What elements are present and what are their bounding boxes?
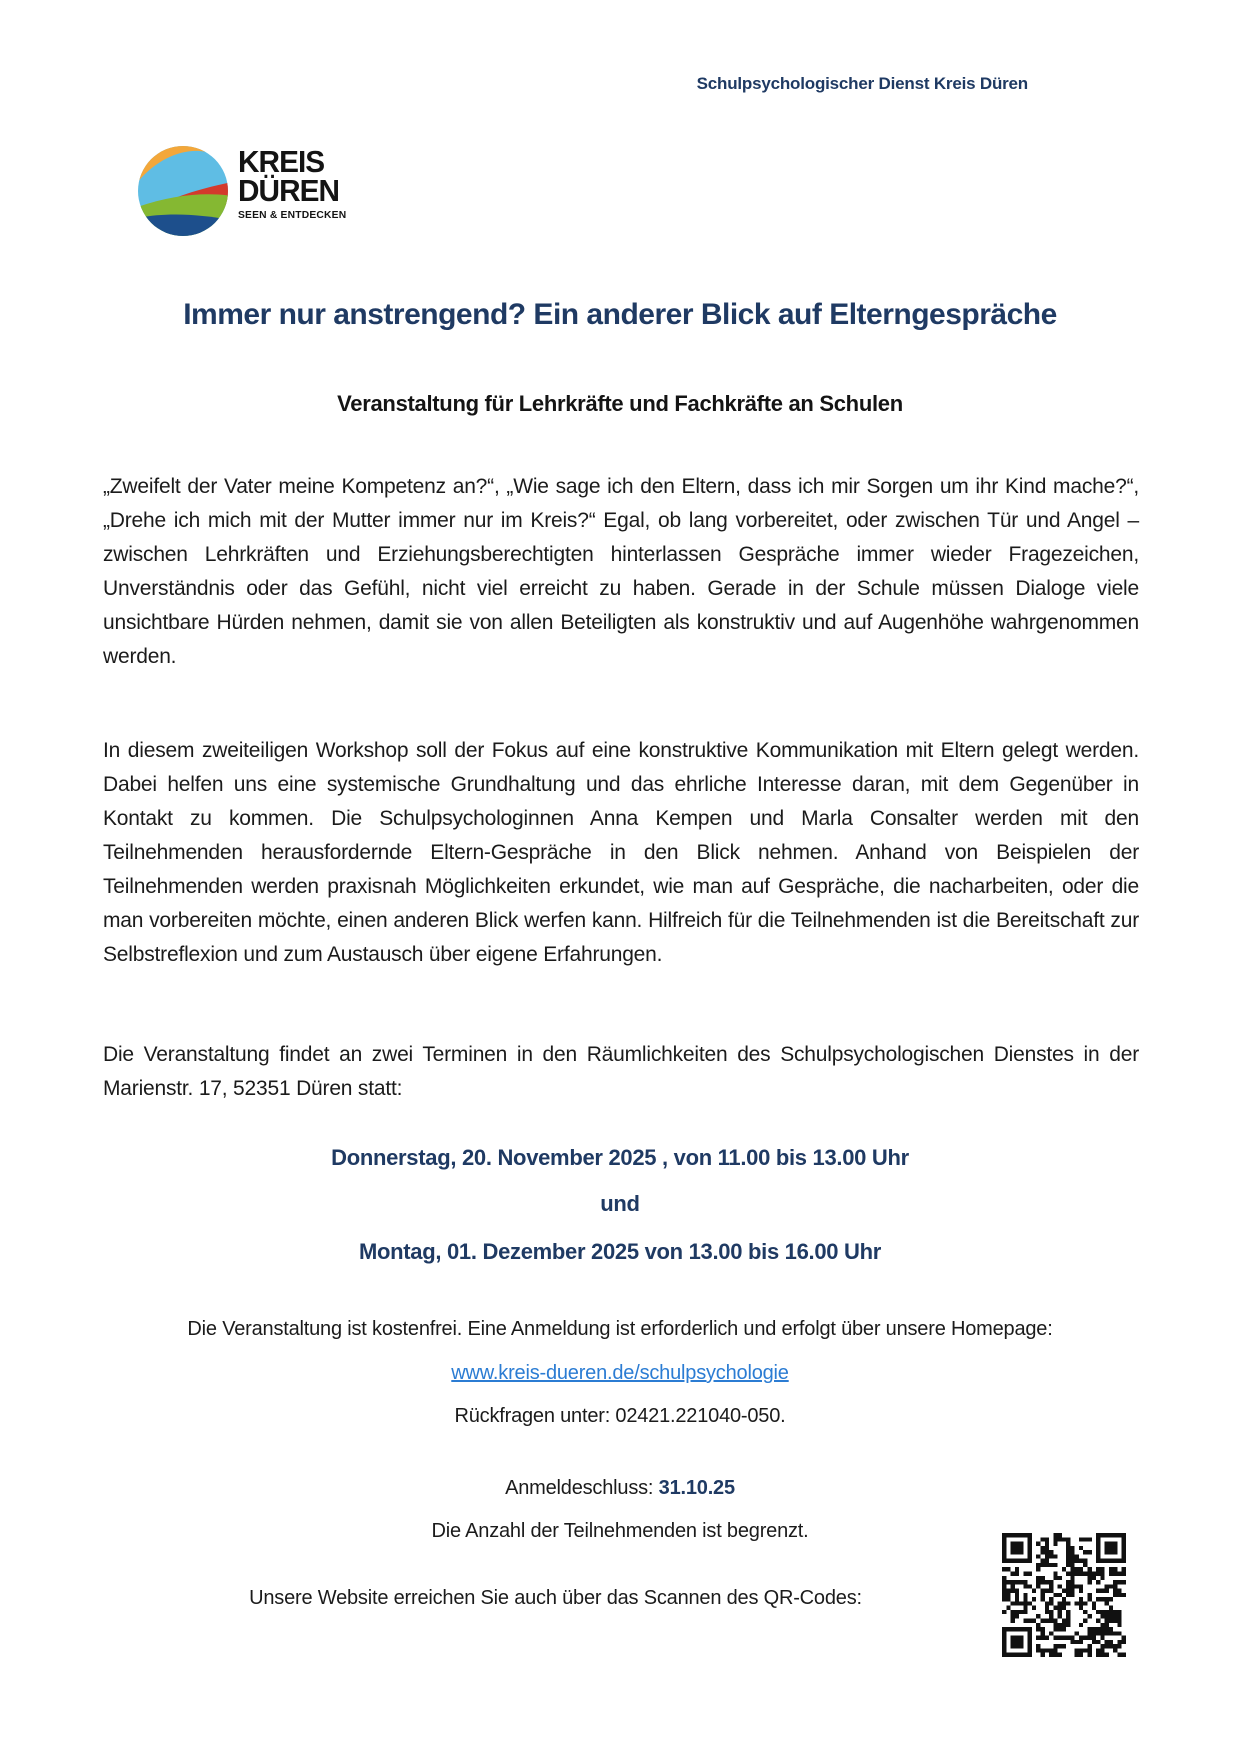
homepage-link[interactable]: www.kreis-dueren.de/schulpsychologie: [451, 1362, 789, 1384]
logo-line-kreis: KREIS: [238, 144, 325, 179]
paragraph-intro: „Zweifelt der Vater meine Kompetenz an?“, „Wie sage ich den Eltern, dass ich mir Sorgen um ihr Kind mache?“, „Drehe ich mich mit der Mutter immer nur im Kreis?“ Egal, ob lang vorbereitet, oder zwischen Tür und Angel – zwischen Lehrkräften und Erziehungsberechtigten hinterlassen Gespräche immer wieder Fragezeichen, Unverständnis oder das Gefühl, nicht viel erreicht zu haben. Gerade in der Schule müssen Dialoge viele unsichtbare Hürden nehmen, damit sie von allen Beteiligten als konstruktiv und auf Augenhöhe wahrgenommen werden.: [103, 475, 1139, 668]
deadline-value: 31.10.25: [658, 1477, 735, 1499]
registration-link-row: [100, 1362, 1140, 1385]
page-subtitle: Veranstaltung für Lehrkräfte und Fachkräfte an Schulen: [337, 391, 903, 416]
logo-line-dueren: DÜREN: [238, 172, 340, 208]
schedule-date-2: Montag, 01. Dezember 2025 von 13.00 bis 16.00 Uhr: [358, 1239, 882, 1264]
registration-phone: Rückfragen unter: 02421.221040-050.: [454, 1405, 786, 1427]
paragraph-location: Die Veranstaltung findet an zwei Terminen in den Räumlichkeiten des Schulpsychologischen Dienstes in der Marienstr. 17, 52351 Düren statt:: [103, 1043, 1139, 1100]
logo-tagline: SEEN & ENTDECKEN: [238, 208, 347, 221]
registration-limit: Die Anzahl der Teilnehmenden ist begrenzt.: [431, 1520, 809, 1542]
page-title: Immer nur anstrengend? Ein anderer Blick auf Elterngespräche: [183, 298, 1057, 331]
schedule-date-1: Donnerstag, 20. November 2025 , von 11.00 bis 13.00 Uhr: [331, 1145, 909, 1170]
schedule-connector: und: [600, 1191, 640, 1216]
registration-info: Die Veranstaltung ist kostenfrei. Eine Anmeldung ist erforderlich und erfolgt über unsere Homepage:: [187, 1318, 1053, 1340]
logo-wordmark: [238, 146, 349, 220]
registration-deadline: [100, 1477, 1140, 1500]
logo-globe-icon: [138, 146, 228, 236]
header-department: Schulpsychologischer Dienst Kreis Düren: [696, 74, 1028, 93]
qr-code: [1002, 1533, 1126, 1657]
kreis-dueren-logo: [138, 146, 349, 236]
qr-hint: Unsere Website erreichen Sie auch über das Scannen des QR-Codes:: [249, 1587, 862, 1609]
paragraph-workshop: In diesem zweiteiligen Workshop soll der Fokus auf eine konstruktive Kommunikation mit Eltern gelegt werden. Dabei helfen uns eine systemische Grundhaltung und das ehrliche Interesse daran, mit dem Gegenüber in Kontakt zu kommen. Die Schulpsychologinnen Anna Kempen und Marla Consalter werden mit den Teilnehmenden herausfordernde Eltern-Gespräche in den Blick nehmen. Anhand von Beispielen der Teilnehmenden werden praxisnah Möglichkeiten erkundet, wie man auf Gespräche, die nacharbeiten, oder die man vorbereiten möchte, einen anderen Blick werfen kann. Hilfreich für die Teilnehmenden ist die Bereitschaft zur Selbstreflexion und zum Austausch über eigene Erfahrungen.: [103, 739, 1139, 966]
deadline-label: Anmeldeschluss:: [505, 1477, 659, 1499]
